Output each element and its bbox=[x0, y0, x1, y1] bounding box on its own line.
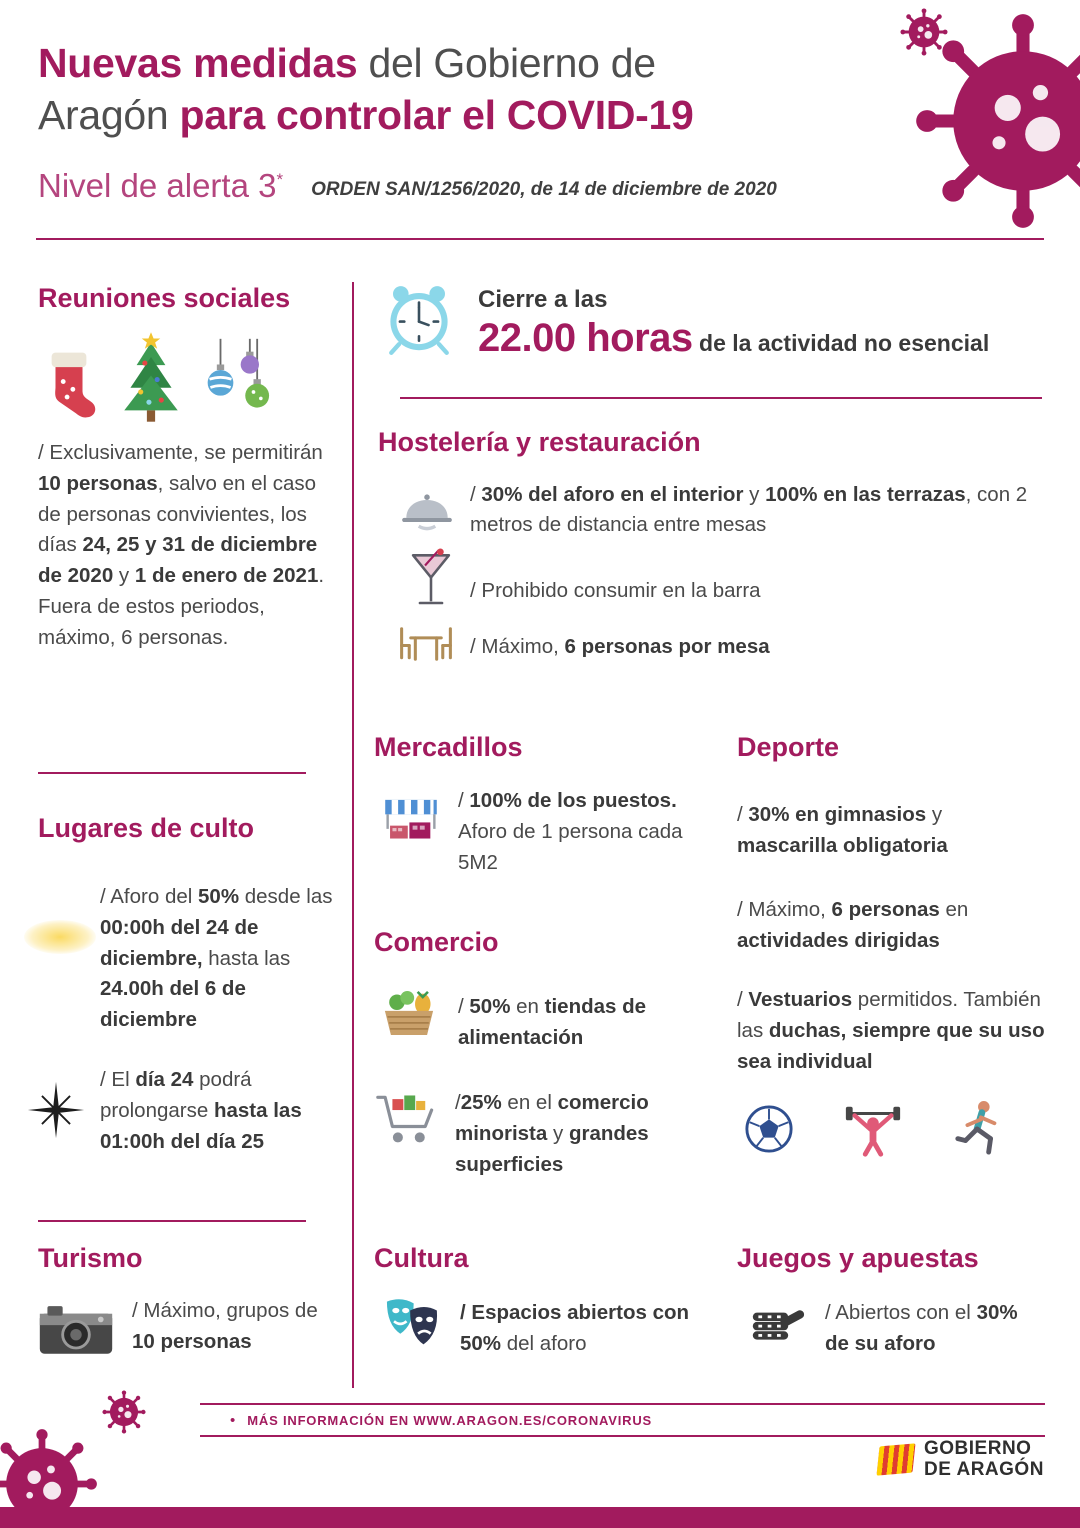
text-segment: / bbox=[458, 995, 470, 1018]
text-segment: MÁS INFORMACIÓN EN bbox=[247, 1412, 414, 1428]
text-segment: / Exclusivamente, se permitirán bbox=[38, 441, 323, 464]
star-icon bbox=[26, 1080, 86, 1140]
mercadillos-paragraph bbox=[458, 786, 696, 878]
text-segment-bold: 25% bbox=[460, 1091, 502, 1114]
serving-dish-icon bbox=[398, 488, 456, 534]
text-segment-bold: hasta las 01:00h del día 25 bbox=[100, 1098, 302, 1153]
text-segment: / bbox=[737, 988, 749, 1011]
more-info-band bbox=[200, 1403, 1045, 1437]
title-accent: para controlar el COVID-19 bbox=[179, 91, 694, 138]
market-stall-icon bbox=[382, 794, 440, 846]
hosteleria-paragraph-1 bbox=[470, 480, 1045, 539]
text-segment: / Prohibido consumir en la barra bbox=[470, 579, 761, 602]
text-segment: , salvo en el caso de personas convivientes, los días bbox=[38, 471, 317, 557]
text-segment: / Abiertos con el bbox=[825, 1301, 977, 1324]
section-title-culto: Lugares de culto bbox=[38, 813, 255, 843]
alert-level-text: Nivel de alerta 3 bbox=[38, 167, 277, 205]
section-title-hosteleria: Hostelería y restauración bbox=[378, 427, 701, 457]
closing-banner bbox=[478, 286, 1044, 361]
bullet-icon: • bbox=[230, 1411, 236, 1429]
text-segment-bold: 24, 25 y 31 de diciembre de 2020 bbox=[38, 533, 318, 587]
deporte-paragraph-3 bbox=[737, 985, 1047, 1077]
more-info-text bbox=[247, 1413, 652, 1428]
baubles-icon bbox=[204, 337, 270, 425]
column-divider bbox=[352, 282, 354, 1388]
title-text: del Gobierno de bbox=[357, 40, 656, 86]
text-segment-bold: 24.00h del 6 de diciembre bbox=[100, 977, 246, 1031]
text-segment-bold: 00:00h del 24 de diciembre, bbox=[100, 915, 259, 970]
text-segment: y bbox=[547, 1121, 569, 1145]
deporte-icons bbox=[744, 1098, 1006, 1160]
closing-detail: de la actividad no esencial bbox=[692, 330, 990, 356]
virus-icon bbox=[102, 1390, 146, 1434]
text-segment-bold: mascarilla obligatoria bbox=[737, 833, 948, 857]
culto-paragraph-2 bbox=[100, 1065, 340, 1157]
section-title-cultura: Cultura bbox=[374, 1243, 469, 1273]
theater-masks-icon bbox=[378, 1294, 444, 1352]
info-url: WWW.ARAGON.ES/CORONAVIRUS bbox=[413, 1412, 653, 1428]
text-segment-bold: 50% bbox=[469, 995, 511, 1018]
culto-paragraph-1 bbox=[100, 882, 340, 1036]
text-segment: / El bbox=[100, 1068, 136, 1091]
deporte-paragraph-1 bbox=[737, 800, 1039, 862]
alarm-clock-icon bbox=[380, 280, 458, 358]
runner-icon bbox=[952, 1098, 1006, 1160]
hosteleria-paragraph-2 bbox=[470, 576, 1030, 607]
weightlifter-icon bbox=[842, 1098, 904, 1160]
order-reference: ORDEN SAN/1256/2020, de 14 de diciembre de 2020 bbox=[311, 179, 777, 201]
text-segment: podrá prolongarse bbox=[100, 1068, 252, 1122]
text-segment: del aforo bbox=[501, 1331, 587, 1355]
text-segment-bold: 6 personas bbox=[831, 898, 940, 921]
text-segment: / bbox=[737, 803, 749, 826]
logo-line2: DE ARAGÓN bbox=[924, 1459, 1044, 1481]
text-segment: / bbox=[455, 1091, 461, 1114]
text-segment-bold: 30% del aforo en el interior bbox=[481, 483, 744, 506]
section-title-comercio: Comercio bbox=[374, 927, 499, 957]
text-segment-bold: actividades dirigidas bbox=[737, 928, 940, 952]
section-title-juegos: Juegos y apuestas bbox=[737, 1243, 979, 1273]
turismo-paragraph bbox=[132, 1296, 332, 1358]
cultura-paragraph bbox=[460, 1298, 698, 1360]
text-segment-bold: Espacios abiertos con 50% bbox=[460, 1301, 690, 1355]
candle-glow-icon bbox=[24, 920, 96, 954]
text-segment: , con 2 metros de distancia entre mesas bbox=[470, 483, 1028, 536]
reuniones-paragraph bbox=[38, 438, 330, 653]
hosteleria-paragraph-3 bbox=[470, 632, 1030, 663]
title-text: Aragón bbox=[38, 91, 180, 138]
section-title-mercadillos: Mercadillos bbox=[374, 732, 523, 762]
section-divider bbox=[38, 772, 306, 774]
aragon-flag-icon bbox=[876, 1443, 915, 1475]
section-title-reuniones: Reuniones sociales bbox=[38, 283, 291, 313]
text-segment-bold: comercio minorista bbox=[455, 1091, 649, 1145]
logo-text bbox=[924, 1438, 1044, 1481]
alert-row bbox=[38, 167, 878, 205]
closing-time: 22.00 horas bbox=[478, 316, 693, 360]
football-icon bbox=[744, 1104, 794, 1154]
text-segment-bold: tiendas de alimentación bbox=[458, 995, 647, 1049]
poker-chips-icon bbox=[747, 1294, 807, 1348]
juegos-paragraph bbox=[825, 1298, 1040, 1360]
text-segment: / Máximo, grupos de bbox=[132, 1299, 318, 1322]
header bbox=[38, 38, 878, 205]
alert-asterisk: * bbox=[276, 170, 284, 190]
text-segment-bold: 10 personas bbox=[38, 471, 158, 495]
header-divider bbox=[36, 238, 1044, 240]
text-segment-bold: grandes superficies bbox=[455, 1121, 649, 1176]
section-divider bbox=[400, 397, 1042, 399]
text-segment: y bbox=[113, 564, 135, 587]
closing-intro: Cierre a las bbox=[478, 286, 608, 313]
stocking-icon bbox=[40, 343, 98, 425]
closing-line2 bbox=[478, 316, 1044, 361]
text-segment: en bbox=[510, 995, 545, 1018]
text-segment-bold: / bbox=[460, 1301, 472, 1324]
text-segment: / Aforo del bbox=[100, 885, 199, 908]
deporte-paragraph-2 bbox=[737, 895, 1039, 957]
text-segment: . Fuera de estos periodos, máximo, 6 personas. bbox=[38, 564, 325, 649]
text-segment: hasta las bbox=[202, 946, 291, 970]
text-segment-bold: 30% en gimnasios bbox=[748, 803, 927, 826]
text-segment: permitidos. También las bbox=[737, 988, 1041, 1042]
text-segment: en el bbox=[501, 1091, 558, 1114]
page-title bbox=[38, 38, 878, 141]
text-segment-bold: duchas, siempre que su uso sea individual bbox=[737, 1018, 1045, 1073]
title-accent: Nuevas medidas bbox=[38, 40, 358, 86]
text-segment-bold: 100% de los puestos. bbox=[469, 789, 677, 812]
text-segment: y bbox=[743, 483, 766, 506]
food-basket-icon bbox=[378, 988, 440, 1044]
cocktail-icon bbox=[408, 548, 454, 612]
text-segment: / Máximo, bbox=[737, 898, 832, 921]
table-chairs-icon bbox=[394, 624, 458, 664]
text-segment: desde las bbox=[239, 885, 333, 908]
text-segment-bold: 50% bbox=[198, 885, 240, 908]
logo-line1: GOBIERNO bbox=[924, 1438, 1032, 1459]
virus-icon bbox=[914, 12, 1080, 230]
gobierno-aragon-logo bbox=[878, 1438, 1044, 1481]
section-title-deporte: Deporte bbox=[737, 732, 840, 762]
christmas-tree-icon bbox=[114, 330, 188, 425]
text-segment: / bbox=[458, 789, 470, 812]
text-segment: / bbox=[470, 483, 482, 506]
bottom-bar bbox=[0, 1507, 1080, 1528]
reuniones-icons bbox=[40, 330, 270, 425]
text-segment: en bbox=[939, 898, 969, 921]
alert-level bbox=[38, 167, 283, 205]
camera-icon bbox=[36, 1298, 116, 1358]
comercio-paragraph-1 bbox=[458, 992, 706, 1054]
text-segment-bold: 1 de enero de 2021 bbox=[134, 564, 319, 587]
text-segment-bold: 100% en las terrazas bbox=[765, 483, 966, 506]
text-segment-bold: día 24 bbox=[135, 1068, 194, 1091]
section-title-turismo: Turismo bbox=[38, 1243, 143, 1273]
text-segment-bold: Vestuarios bbox=[748, 988, 853, 1011]
text-segment-bold: 6 personas por mesa bbox=[564, 635, 770, 658]
text-segment: y bbox=[926, 803, 943, 826]
shopping-cart-icon bbox=[374, 1090, 440, 1152]
text-segment-bold: 10 personas bbox=[132, 1329, 252, 1353]
text-segment: / Máximo, bbox=[470, 635, 565, 658]
comercio-paragraph-2 bbox=[455, 1088, 707, 1180]
section-divider bbox=[38, 1220, 306, 1222]
text-segment: Aforo de 1 persona cada 5M2 bbox=[458, 819, 683, 874]
text-segment-bold: 30% de su aforo bbox=[825, 1301, 1018, 1355]
